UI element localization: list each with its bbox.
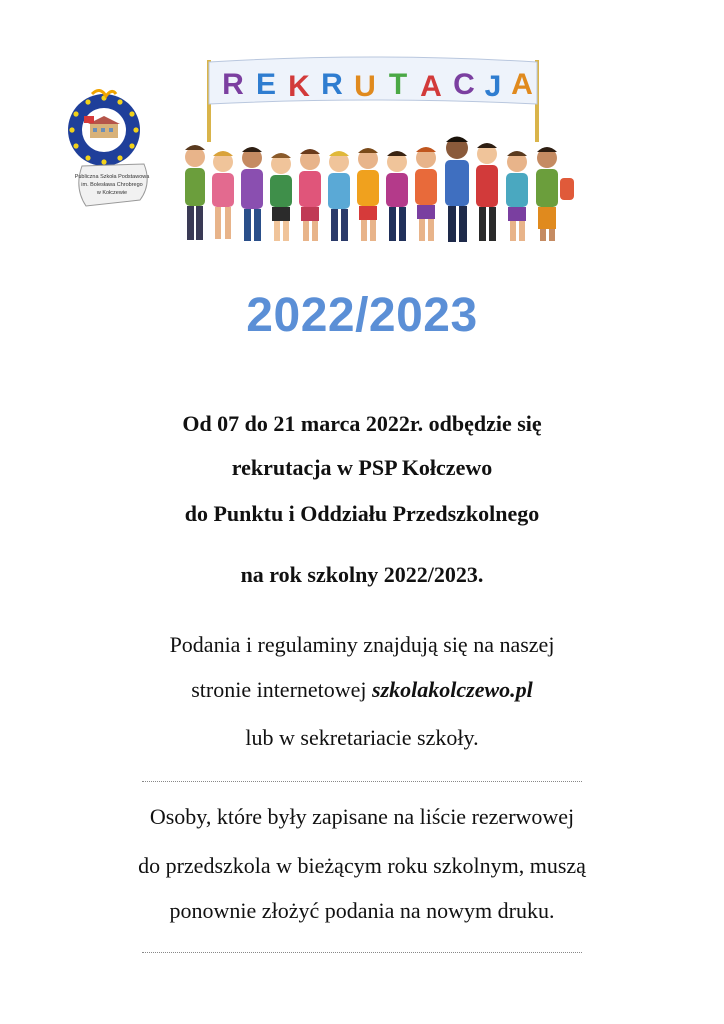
logo-text-line2: im. Bolesława Chrobrego <box>81 182 143 188</box>
banner-letter: T <box>388 68 408 101</box>
dotted-divider <box>142 781 582 782</box>
website-text: szkolakolczewo.pl <box>372 677 533 702</box>
school-logo <box>62 88 157 218</box>
announcement-line-2: rekrutacja w PSP Kołczewo <box>231 455 493 480</box>
notice-line-3: ponownie złożyć podania na nowym druku. <box>169 898 555 923</box>
announcement-line-4: na rok szkolny 2022/2023. <box>240 562 484 587</box>
logo-text-line3: w Kołczewie <box>96 190 128 196</box>
banner-letter: K <box>288 70 310 103</box>
banner-letter: A <box>511 68 533 101</box>
logo-text-line1: Publiczna Szkoła Podstawowa <box>74 174 150 180</box>
banner-letter: E <box>255 68 277 101</box>
banner-letter: J <box>484 70 502 103</box>
notice-line-1: Osoby, które były zapisane na liście rezerwowej <box>149 804 575 829</box>
announcement-line-3: do Punktu i Oddziału Przedszkolnego <box>184 501 540 526</box>
children-group <box>185 137 574 243</box>
dotted-divider <box>142 952 582 953</box>
info-line-1: Podania i regulaminy znajdują się na naszej <box>169 632 555 657</box>
banner-letter: R <box>321 68 343 101</box>
banner-letter: U <box>354 70 376 103</box>
banner-letter: A <box>420 70 442 103</box>
banner-letter: C <box>453 68 475 101</box>
info-line-3: lub w sekretariacie szkoły. <box>245 725 479 750</box>
info-line-2-prefix: stronie internetowej <box>191 677 373 702</box>
school-year-heading: 2022/2023 <box>246 289 478 342</box>
info-line-2 <box>0 677 724 703</box>
notice-line-2: do przedszkola w bieżącym roku szkolnym, muszą <box>138 853 586 878</box>
banner-letter: R <box>222 68 244 101</box>
announcement-line-1: Od 07 do 21 marca 2022r. odbędzie się <box>182 411 542 436</box>
recruitment-banner-illustration <box>175 52 580 247</box>
